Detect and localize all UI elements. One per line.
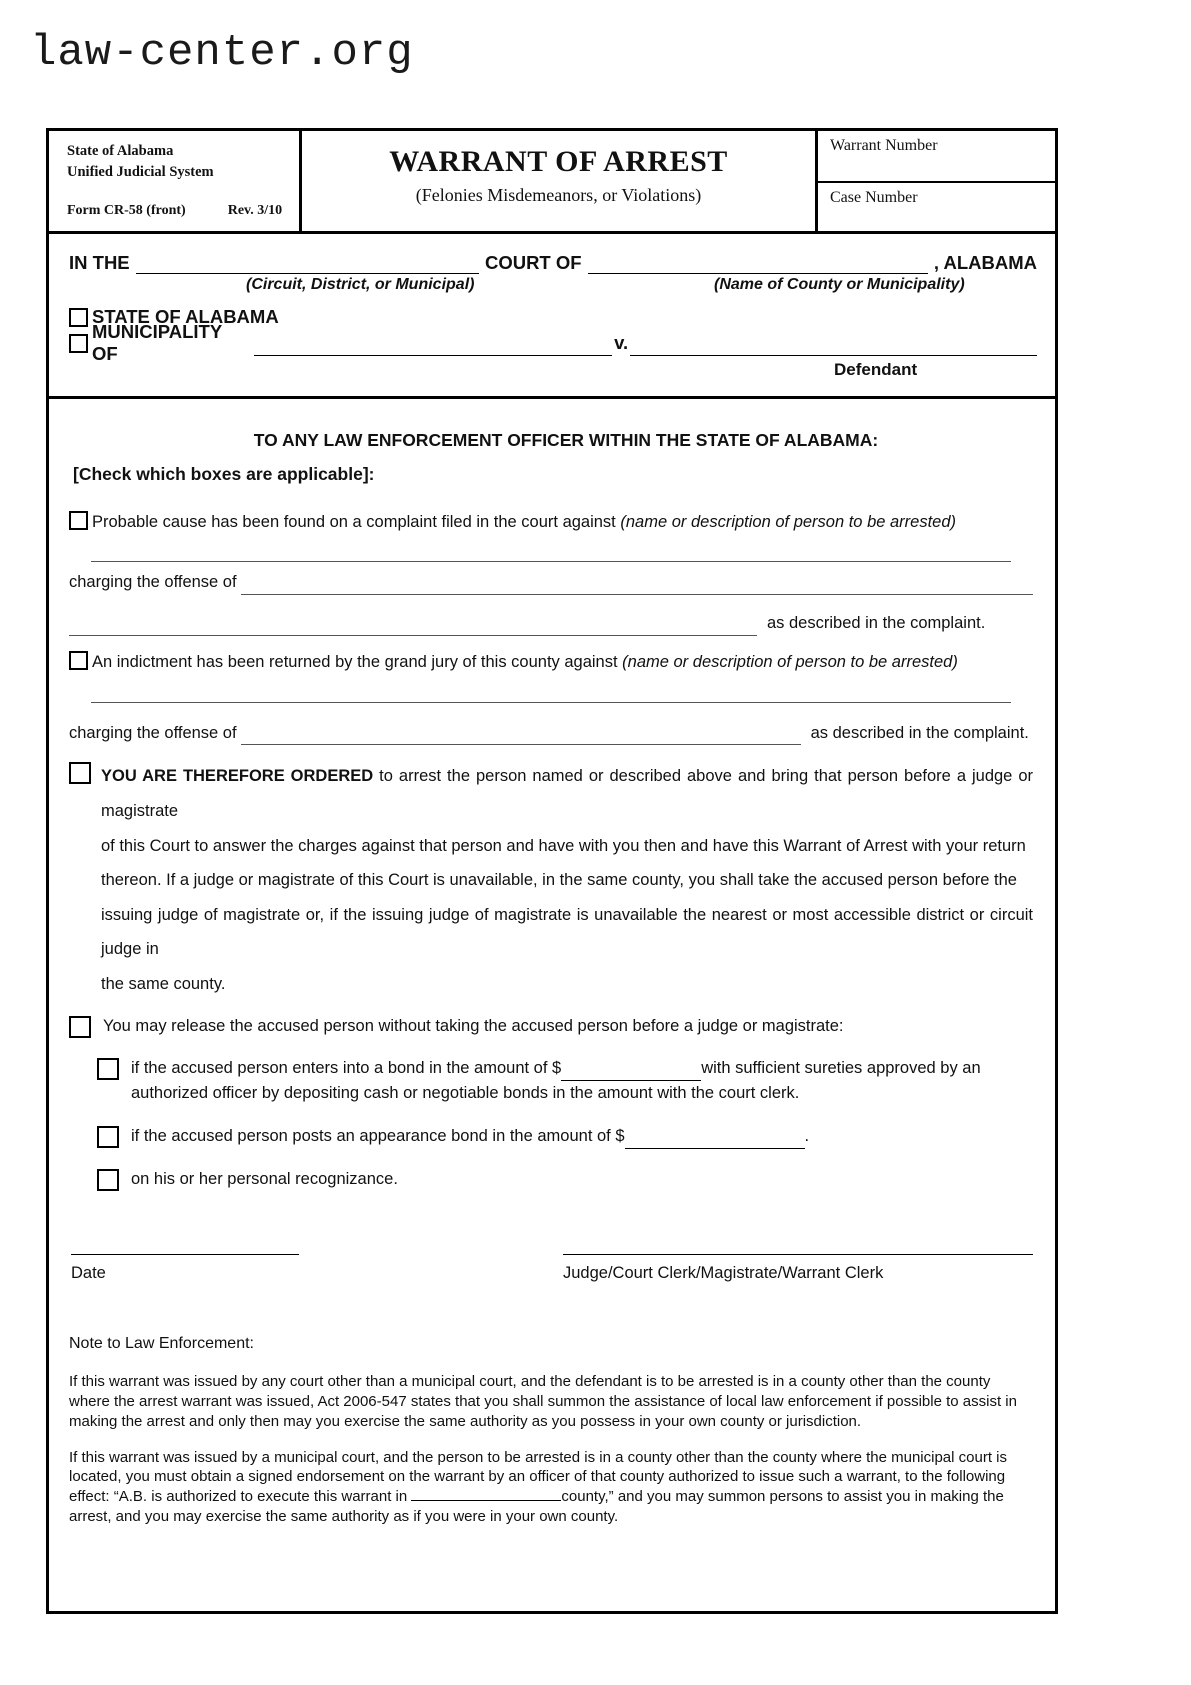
- party-block: [49, 296, 1055, 380]
- bond-option-2b: .: [804, 1126, 810, 1145]
- court-identification-band: [49, 234, 1055, 399]
- judge-signature-input[interactable]: [563, 1253, 1033, 1255]
- case-number-field[interactable]: [818, 183, 1055, 231]
- charging-offense-label-2: charging the offense of: [69, 723, 237, 742]
- court-of-label: COURT OF: [484, 252, 582, 273]
- notes-paragraph-1: If this warrant was issued by any court other than a municipal court, and the defendant is to be arrested is in a county other than the county where the arrest warrant was issued, Act 2006-547 states that you shall summon the assistance of local law enforcement if possible to assist in making the arrest and only then may you exercise the same authority as you possess in your own county or jurisdiction.: [69, 1373, 1017, 1430]
- release-row: [69, 1014, 1033, 1039]
- checkbox-bond-sureties[interactable]: [97, 1058, 119, 1080]
- ordered-line-4: issuing judge of magistrate or, if the issuing judge of magistrate is unavailable the nearest or most accessible district or circuit judge in: [101, 905, 1033, 959]
- indictment-text: An indictment has been returned by the grand jury of this county against: [92, 652, 623, 671]
- checkbox-personal-recognizance[interactable]: [97, 1169, 119, 1191]
- bottom-spacer: [69, 1543, 1033, 1589]
- court-type-input[interactable]: [136, 256, 479, 274]
- bond-option-1-text: [131, 1056, 1021, 1106]
- checkbox-municipality-of[interactable]: [69, 334, 88, 353]
- warrant-number-label: Warrant Number: [830, 137, 938, 154]
- probable-cause-text-wrap: [92, 510, 956, 535]
- notes-paragraph-2: [69, 1448, 1033, 1527]
- municipality-name-input[interactable]: [254, 338, 612, 356]
- signature-area: [69, 1253, 1033, 1286]
- warrant-number-field[interactable]: [818, 131, 1055, 183]
- charging-offense-input-1[interactable]: [241, 579, 1033, 595]
- checkbox-probable-cause[interactable]: [69, 511, 88, 530]
- bond-option-1c: authorized officer by depositing cash or negotiable bonds in the amount with the court clerk.: [131, 1084, 800, 1103]
- bond-option-1-row: [97, 1056, 1033, 1106]
- alabama-tail-label: , ALABAMA: [933, 252, 1037, 273]
- state-name: State of Alabama: [67, 143, 174, 159]
- notes-paragraph-2b: county,” and you may summon persons to assist you in making the arrest, and you may exercise the same authority as if you were in your own county.: [69, 1488, 1004, 1526]
- bond-amount-input-2[interactable]: [625, 1133, 805, 1149]
- ordered-line-1: to arrest the person named or described above and bring that person before a judge or magistrate: [101, 767, 1033, 820]
- check-boxes-note: [Check which boxes are applicable]:: [73, 464, 375, 485]
- endorsement-county-input[interactable]: [411, 1487, 561, 1501]
- form-body: [49, 399, 1055, 1611]
- checkbox-indictment[interactable]: [69, 651, 88, 670]
- as-described-row-1: [69, 611, 1033, 636]
- charging-offense-input-1b[interactable]: [69, 620, 757, 636]
- checkbox-appearance-bond[interactable]: [97, 1126, 119, 1148]
- masthead-agency-block: [49, 131, 302, 231]
- in-the-label: IN THE: [69, 252, 130, 273]
- charging-offense-row-2: [69, 721, 1033, 746]
- to-officer-heading: TO ANY LAW ENFORCEMENT OFFICER WITHIN THE STATE OF ALABAMA:: [253, 430, 879, 450]
- bond-option-2-text: [131, 1124, 1021, 1149]
- checkbox-release[interactable]: [69, 1016, 91, 1038]
- probable-cause-row: [69, 510, 1033, 535]
- form-subtitle: (Felonies Misdemeanors, or Violations): [415, 185, 702, 205]
- warrant-form: [46, 128, 1058, 1614]
- hint-county-name: (Name of County or Municipality): [714, 276, 965, 293]
- masthead-title-block: [302, 131, 818, 231]
- judicial-system-name: Unified Judicial System: [67, 164, 214, 181]
- ordered-paragraph: [101, 759, 1033, 1001]
- indictment-name-input[interactable]: [91, 701, 1011, 703]
- ordered-bold-lead: YOU ARE THEREFORE ORDERED: [101, 767, 374, 786]
- probable-cause-name-input[interactable]: [91, 560, 1011, 562]
- form-title: WARRANT OF ARREST: [389, 145, 728, 178]
- indictment-row: [69, 650, 1033, 675]
- case-number-label: Case Number: [830, 189, 918, 206]
- bond-option-1b: with sufficient sureties approved by an: [701, 1059, 981, 1078]
- ordered-row: [69, 759, 1033, 1001]
- bond-option-2-row: [97, 1124, 1033, 1149]
- indictment-hint: (name or description of person to be arrested): [622, 652, 958, 671]
- versus-label: v.: [614, 332, 629, 353]
- bond-option-1a: if the accused person enters into a bond in the amount of $: [131, 1059, 562, 1078]
- bond-option-3-row: [97, 1167, 1033, 1192]
- date-input[interactable]: [71, 1253, 299, 1255]
- municipality-row: [69, 321, 1037, 364]
- as-described-label-1: as described in the complaint.: [767, 614, 986, 632]
- ordered-line-3: thereon. If a judge or magistrate of this Court is unavailable, in the same county, you shall take the accused person before the: [101, 871, 1017, 890]
- bond-amount-input-1[interactable]: [561, 1065, 701, 1081]
- bond-option-2a: if the accused person posts an appearance bond in the amount of $: [131, 1126, 625, 1145]
- municipality-of-label: MUNICIPALITY OF: [92, 321, 222, 364]
- ordered-line-2: of this Court to answer the charges against that person and have with you then and have this Warrant of Arrest with your return: [101, 836, 1026, 855]
- probable-cause-text: Probable cause has been found on a complaint filed in the court against: [92, 512, 621, 531]
- state-of-alabama-label: STATE OF ALABAMA: [92, 306, 279, 327]
- county-name-input[interactable]: [588, 256, 928, 274]
- masthead-number-block: [818, 131, 1055, 231]
- notes-section: [69, 1332, 1033, 1527]
- probable-cause-hint: (name or description of person to be arrested): [620, 512, 957, 531]
- notes-title: Note to Law Enforcement:: [69, 1335, 254, 1353]
- defendant-caption: Defendant: [834, 360, 918, 379]
- form-masthead: [49, 131, 1055, 234]
- charging-offense-row-1: [69, 570, 1033, 595]
- release-text: You may release the accused person without taking the accused person before a judge or magistrate:: [103, 1016, 844, 1035]
- charging-offense-label-1: charging the offense of: [69, 573, 237, 592]
- form-revision: Rev. 3/10: [227, 203, 283, 219]
- as-described-label-2: as described in the complaint.: [810, 723, 1029, 742]
- court-line: [49, 252, 1055, 274]
- checkbox-ordered[interactable]: [69, 762, 91, 784]
- notes-paragraph-2a: If this warrant was issued by a municipal court, and the person to be arrested is in a county other than the county where the municipal court is located, you must obtain a signed endorsement on the warrant by an officer of that county authorized to issue such a warrant, to the following effect: “A.B. is authorized to execute this warrant in: [69, 1448, 1007, 1506]
- judge-column: [563, 1253, 1033, 1286]
- judge-label: Judge/Court Clerk/Magistrate/Warrant Clerk: [563, 1264, 884, 1283]
- date-column: [71, 1253, 563, 1286]
- bond-option-3-text: on his or her personal recognizance.: [131, 1169, 398, 1188]
- ordered-line-5: the same county.: [101, 975, 226, 994]
- form-number: Form CR-58 (front): [67, 203, 186, 219]
- site-watermark: law-center.org: [30, 28, 414, 78]
- charging-offense-input-2[interactable]: [241, 729, 801, 745]
- indictment-text-wrap: [92, 650, 958, 675]
- defendant-name-input[interactable]: [630, 338, 1037, 356]
- checkbox-state-of-alabama[interactable]: [69, 308, 88, 327]
- hint-court-type: (Circuit, District, or Municipal): [246, 276, 475, 293]
- court-line-hints: [49, 274, 1055, 296]
- date-label: Date: [71, 1264, 106, 1283]
